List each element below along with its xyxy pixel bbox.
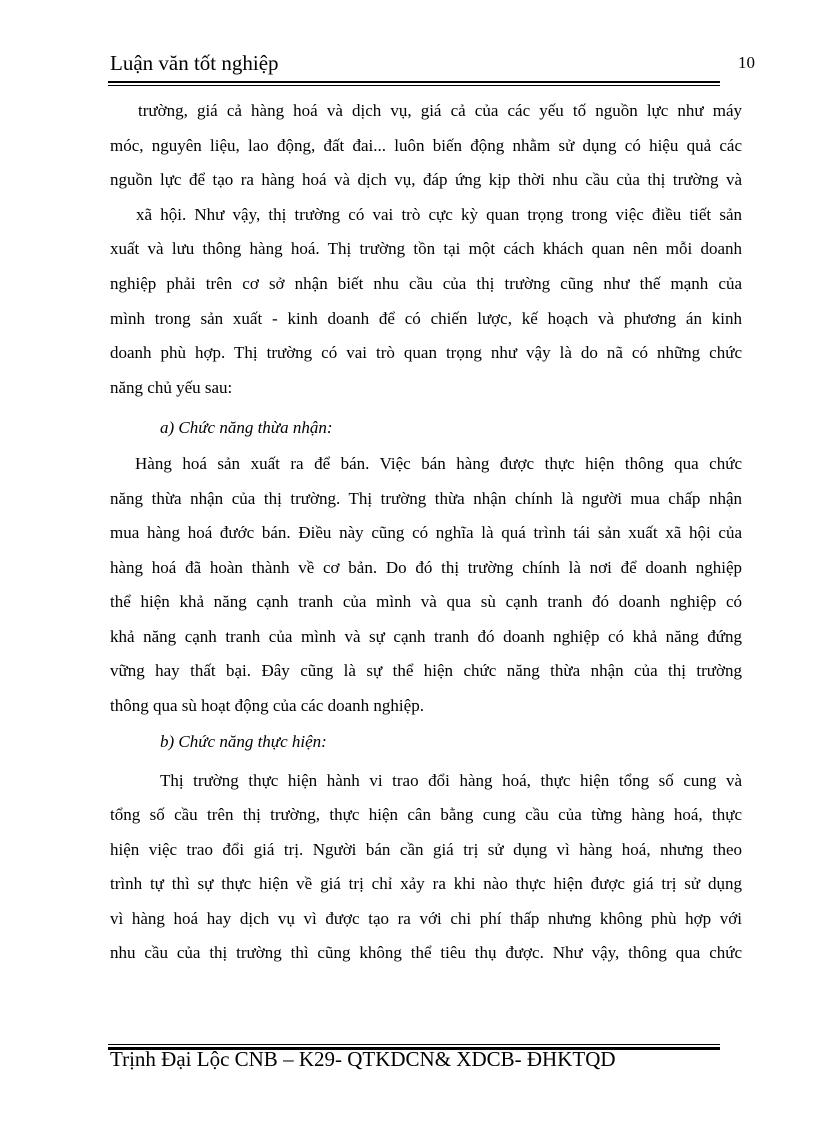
- text-line: hiện việc trao đổi giá trị. Người bán cần giá trị sử dụng vì hàng hoá, nhưng theo: [110, 840, 742, 859]
- text-line: hàng hoá đã hoàn thành về cơ bản. Do đó thị trường chính là nơi để doanh nghiệp: [110, 558, 742, 577]
- text-line: tổng số cầu trên thị trường, thực hiện cân bằng cung cầu của từng hàng hoá, thực: [110, 805, 742, 824]
- section-heading: a) Chức năng thừa nhận:: [160, 418, 333, 437]
- header-rule-thin: [108, 85, 720, 86]
- text-line: năng thừa nhận của thị trường. Thị trường thừa nhận chính là người mua chấp nhận: [110, 489, 742, 508]
- header-title: Luận văn tốt nghiệp: [110, 51, 279, 75]
- header-rule-thick: [108, 81, 720, 83]
- text-line: năng chủ yếu sau:: [110, 378, 233, 397]
- text-line: Thị trường thực hiện hành vi trao đổi hàng hoá, thực hiện tổng số cung và: [160, 771, 742, 790]
- footer-text: Trịnh Đại Lộc CNB – K29- QTKDCN& XDCB- ĐHKTQD: [110, 1047, 616, 1071]
- text-line: nhu cầu của thị trường thì cũng không thể tiêu thụ được. Như vậy, thông qua chức: [110, 943, 742, 962]
- text-line: vững hay thất bại. Đây cũng là sự thể hiện chức năng thừa nhận của thị trường: [110, 661, 742, 680]
- text-line: trường, giá cả hàng hoá và dịch vụ, giá cả của các yếu tố nguồn lực như máy: [138, 101, 742, 120]
- text-line: xã hội. Như vậy, thị trường có vai trò cực kỳ quan trọng trong việc điều tiết sản: [136, 205, 742, 224]
- page-number: 10: [738, 53, 755, 72]
- footer-rule-thin: [108, 1044, 720, 1045]
- text-line: doanh phù hợp. Thị trường có vai trò quan trọng như vậy là do nã có những chức: [110, 343, 742, 362]
- text-line: xuất và lưu thông hàng hoá. Thị trường tồn tại một cách khách quan nên mỗi doanh: [110, 239, 742, 258]
- text-line: trình tự thì sự thực hiện về giá trị chỉ xảy ra khi nào thực hiện được giá trị sử dụng: [110, 874, 742, 893]
- text-line: Hàng hoá sản xuất ra để bán. Việc bán hàng được thực hiện thông qua chức: [135, 454, 742, 473]
- text-line: nghiệp phải trên cơ sở nhận biết nhu cầu của thị trường cũng như thế mạnh của: [110, 274, 742, 293]
- text-line: vì hàng hoá hay dịch vụ vì được tạo ra với chi phí thấp nhưng không phù hợp với: [110, 909, 742, 928]
- text-line: mình trong sản xuất - kinh doanh để có chiến lược, kế hoạch và phương án kinh: [110, 309, 742, 328]
- text-line: mua hàng hoá đước bán. Điều này cũng có nghĩa là quá trình tái sản xuất xã hội của: [110, 523, 742, 542]
- text-line: thông qua sù hoạt động của các doanh nghiệp.: [110, 696, 424, 715]
- text-line: nguồn lực để tạo ra hàng hoá và dịch vụ, đáp ứng kịp thời nhu cầu của thị trường và: [110, 170, 742, 189]
- section-heading: b) Chức năng thực hiện:: [160, 732, 327, 751]
- text-line: khả năng cạnh tranh của mình và sự cạnh tranh đó doanh nghiệp có khả năng đứng: [110, 627, 742, 646]
- text-line: móc, nguyên liệu, lao động, đất đai... luôn biến động nhằm sử dụng có hiệu quả các: [110, 136, 742, 155]
- text-line: thể hiện khả năng cạnh tranh của mình và qua sù cạnh tranh đó doanh nghiệp có: [110, 592, 742, 611]
